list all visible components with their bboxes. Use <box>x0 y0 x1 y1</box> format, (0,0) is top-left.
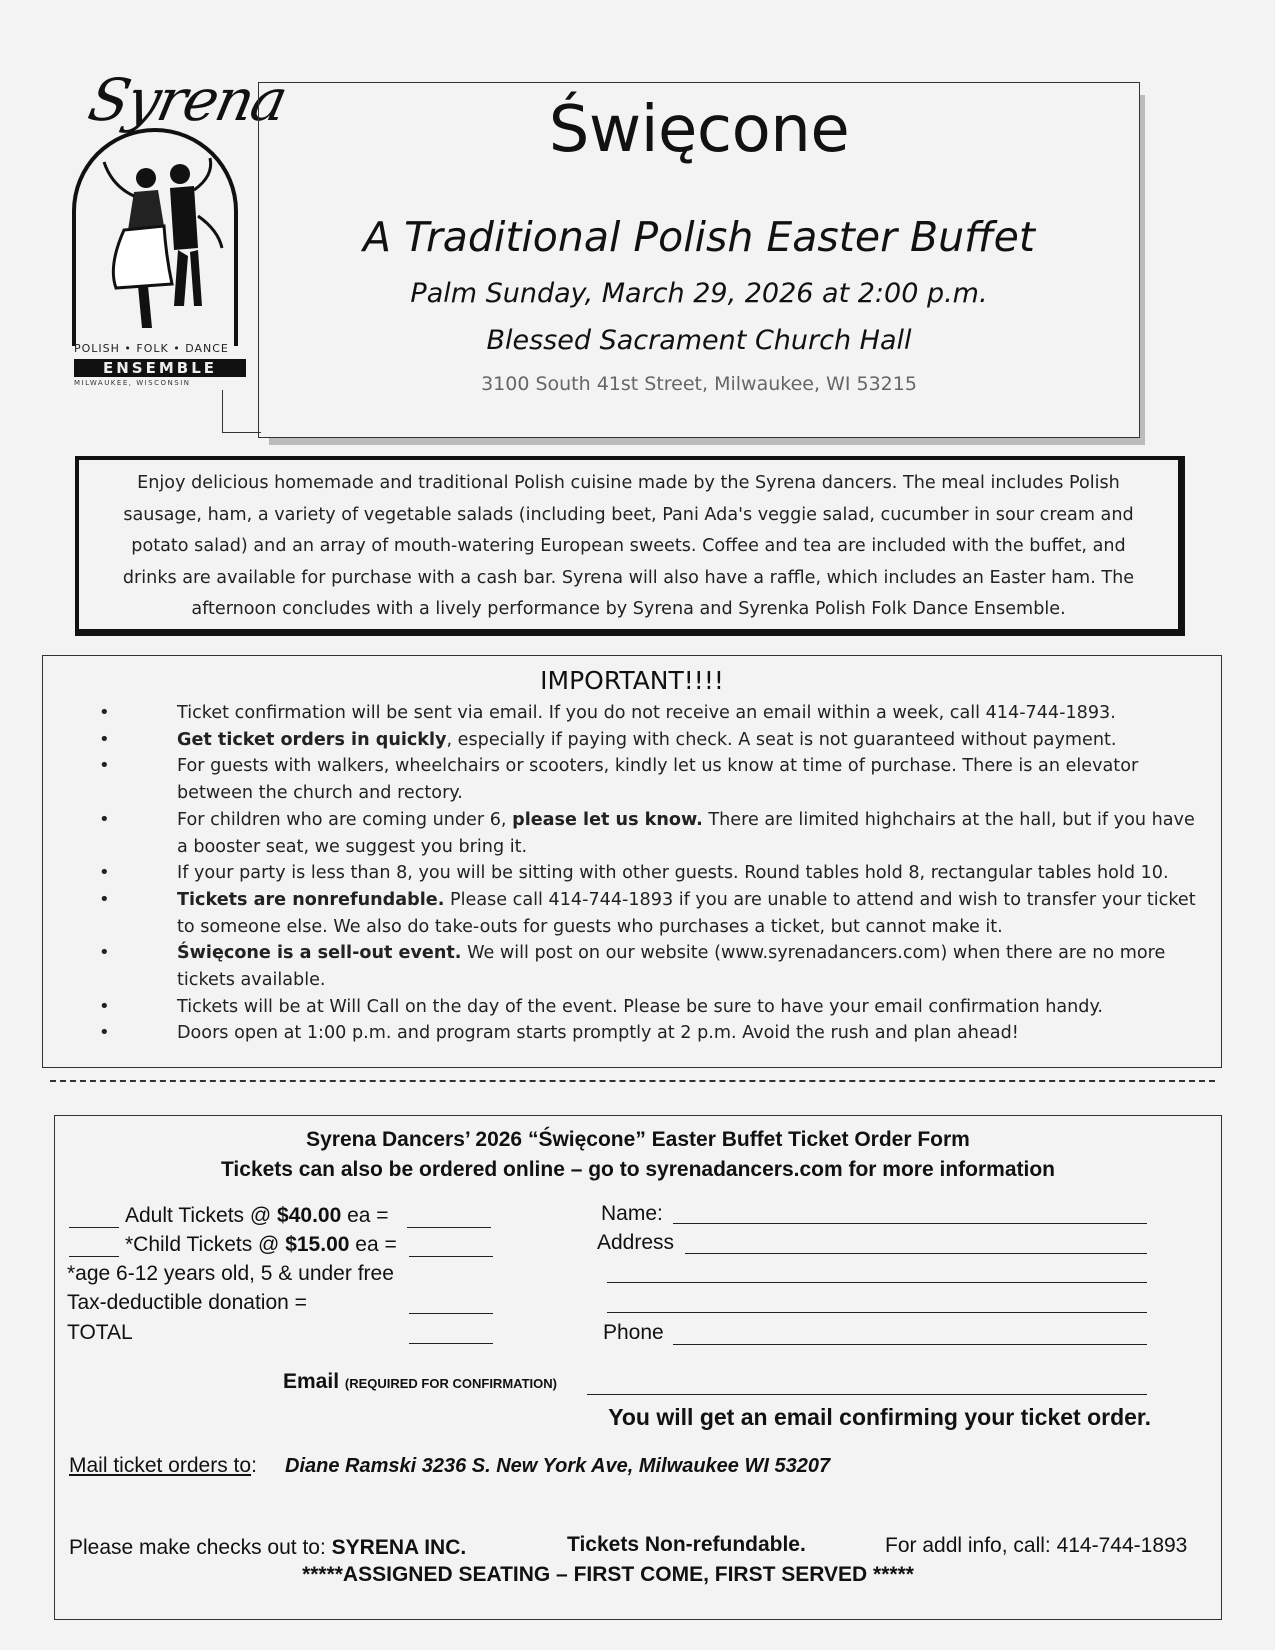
syrena-logo <box>54 66 292 396</box>
info-phone: For addl info, call: 414-744-1893 <box>885 1534 1188 1557</box>
list-item <box>99 940 1199 993</box>
list-item <box>99 860 1199 887</box>
list-item <box>99 807 1199 860</box>
mail-address-text: Diane Ramski 3236 S. New York Ave, Milwaukee WI 53207 <box>285 1455 831 1477</box>
checks-line <box>69 1536 466 1560</box>
name-label: Name: <box>601 1202 663 1225</box>
email-label-group <box>283 1370 557 1394</box>
total-label: TOTAL <box>67 1321 133 1344</box>
child-tickets-label <box>125 1233 397 1257</box>
item-text: Please call 414-744-1893 if you are unable to attend and wish to transfer your ticket to someone else. We also do take-outs for guests who purchases a ticket, but cannot make it. <box>177 889 1196 937</box>
checks-payee: SYRENA INC. <box>331 1536 467 1559</box>
mail-colon: : <box>251 1454 257 1477</box>
form-title: Syrena Dancers’ 2026 “Święcone” Easter Buffet Ticket Order Form <box>306 1128 970 1151</box>
address-label: Address <box>597 1231 675 1254</box>
event-date: Palm Sunday, March 29, 2026 at 2:00 p.m. <box>410 278 988 309</box>
email-field[interactable] <box>587 1394 1147 1395</box>
donation-field[interactable] <box>409 1313 493 1314</box>
list-item <box>99 753 1199 806</box>
child-qty-field[interactable] <box>69 1256 119 1257</box>
logo-location: MILWAUKEE, WISCONSIN <box>74 379 191 387</box>
item-text: For guests with walkers, wheelchairs or scooters, kindly let us know at time of purchase. There is an elevator between the church and rectory. <box>177 756 1139 804</box>
age-note: *age 6-12 years old, 5 & under free <box>67 1262 394 1285</box>
item-text: Doors open at 1:00 p.m. and program starts promptly at 2 p.m. Avoid the rush and plan ahead! <box>177 1023 1019 1044</box>
logo-ensemble-banner: ENSEMBLE <box>74 359 246 377</box>
item-bold-text: Tickets are nonrefundable. <box>177 889 445 910</box>
child-price: $15.00 <box>285 1233 350 1256</box>
item-text: Tickets will be at Will Call on the day of the event. Please be sure to have your email confirmation handy. <box>177 996 1103 1017</box>
name-field[interactable] <box>673 1223 1147 1224</box>
checks-label: Please make checks out to: <box>69 1536 332 1559</box>
form-online-note: Tickets can also be ordered online – go to syrenadancers.com for more information <box>220 1158 1055 1181</box>
list-item <box>99 1020 1199 1047</box>
event-address: 3100 South 41st Street, Milwaukee, WI 53215 <box>481 373 917 395</box>
email-required-note: (REQUIRED FOR CONFIRMATION) <box>344 1376 557 1391</box>
address-field-line-1[interactable] <box>685 1253 1147 1254</box>
dancers-illustration <box>94 156 224 346</box>
event-title: Święcone <box>548 93 850 167</box>
adult-amount-field[interactable] <box>407 1227 491 1228</box>
event-venue: Blessed Sacrament Church Hall <box>486 325 912 356</box>
event-description: Enjoy delicious homemade and traditional Polish cuisine made by the Syrena dancers. The meal includes Polish sausage, ham, a variety of vegetable salads (including beet, Pani Ada's veggie salad, cucumber in sour cream and potato salad) and an array of mouth-watering European sweets. Coffee and tea are included with the buffet, and drinks are available for purchase with a cash bar. Syrena will also have a raffle, which includes an Easter ham. The afternoon concludes with a lively performance by Syrena and Syrenka Polish Folk Dance Ensemble. <box>75 456 1185 636</box>
adult-label-text: Adult Tickets @ <box>125 1204 278 1227</box>
list-item <box>99 994 1199 1021</box>
cut-line <box>50 1080 1215 1082</box>
item-text: If your party is less than 8, you will be sitting with other guests. Round tables hold 8, rectangular tables hold 10. <box>177 863 1169 884</box>
item-bold-text: Święcone is a sell-out event. <box>177 943 462 964</box>
important-section <box>42 655 1222 1068</box>
mail-label: Mail ticket orders to <box>69 1454 252 1477</box>
logo-subtitle: POLISH • FOLK • DANCE <box>74 342 229 355</box>
donation-label: Tax-deductible donation = <box>67 1291 307 1314</box>
event-header-box <box>258 82 1140 438</box>
list-item <box>99 727 1199 754</box>
each-equals: ea = <box>349 1233 397 1256</box>
adult-price: $40.00 <box>277 1204 342 1227</box>
mail-address <box>285 1454 830 1478</box>
mail-to-line <box>69 1454 257 1478</box>
event-subtitle: A Traditional Polish Easter Buffet <box>363 213 1035 261</box>
important-list <box>99 700 1199 1047</box>
item-text: We will post on our website (www.syrenadancers.com) when there are no more tickets available. <box>177 943 1166 991</box>
phone-field[interactable] <box>673 1344 1147 1345</box>
confirmation-note: You will get an email confirming your ticket order. <box>608 1404 1151 1430</box>
address-field-line-2[interactable] <box>607 1282 1147 1283</box>
list-item <box>99 700 1199 727</box>
adult-tickets-label <box>125 1204 389 1228</box>
ticket-order-form <box>54 1115 1222 1620</box>
nonrefundable-note: Tickets Non-refundable. <box>567 1533 806 1556</box>
total-field[interactable] <box>409 1343 493 1344</box>
title-box-connector <box>222 390 261 433</box>
item-text: , especially if paying with check. A seat is not guaranteed without payment. <box>446 729 1117 750</box>
important-title: IMPORTANT!!!! <box>540 666 724 695</box>
adult-qty-field[interactable] <box>69 1227 119 1228</box>
list-item <box>99 887 1199 940</box>
each-equals: ea = <box>341 1204 389 1227</box>
address-field-line-3[interactable] <box>607 1312 1147 1313</box>
seating-note: *****ASSIGNED SEATING – FIRST COME, FIRST SERVED ***** <box>302 1563 914 1586</box>
logo-script-text: Syrena <box>82 66 292 134</box>
item-text: Ticket confirmation will be sent via email. If you do not receive an email within a week, call 414-744-1893. <box>177 703 1116 723</box>
child-amount-field[interactable] <box>409 1256 493 1257</box>
child-label-text: *Child Tickets @ <box>125 1233 286 1256</box>
item-text: There are limited highchairs at the hall, but if you have a booster seat, we suggest you bring it. <box>177 809 1195 857</box>
item-bold-text: please let us know. <box>512 809 703 830</box>
email-label: Email <box>283 1370 340 1393</box>
item-bold-text: Get ticket orders in quickly <box>177 729 447 750</box>
phone-label: Phone <box>603 1321 664 1344</box>
item-text: For children who are coming under 6, <box>177 809 513 830</box>
